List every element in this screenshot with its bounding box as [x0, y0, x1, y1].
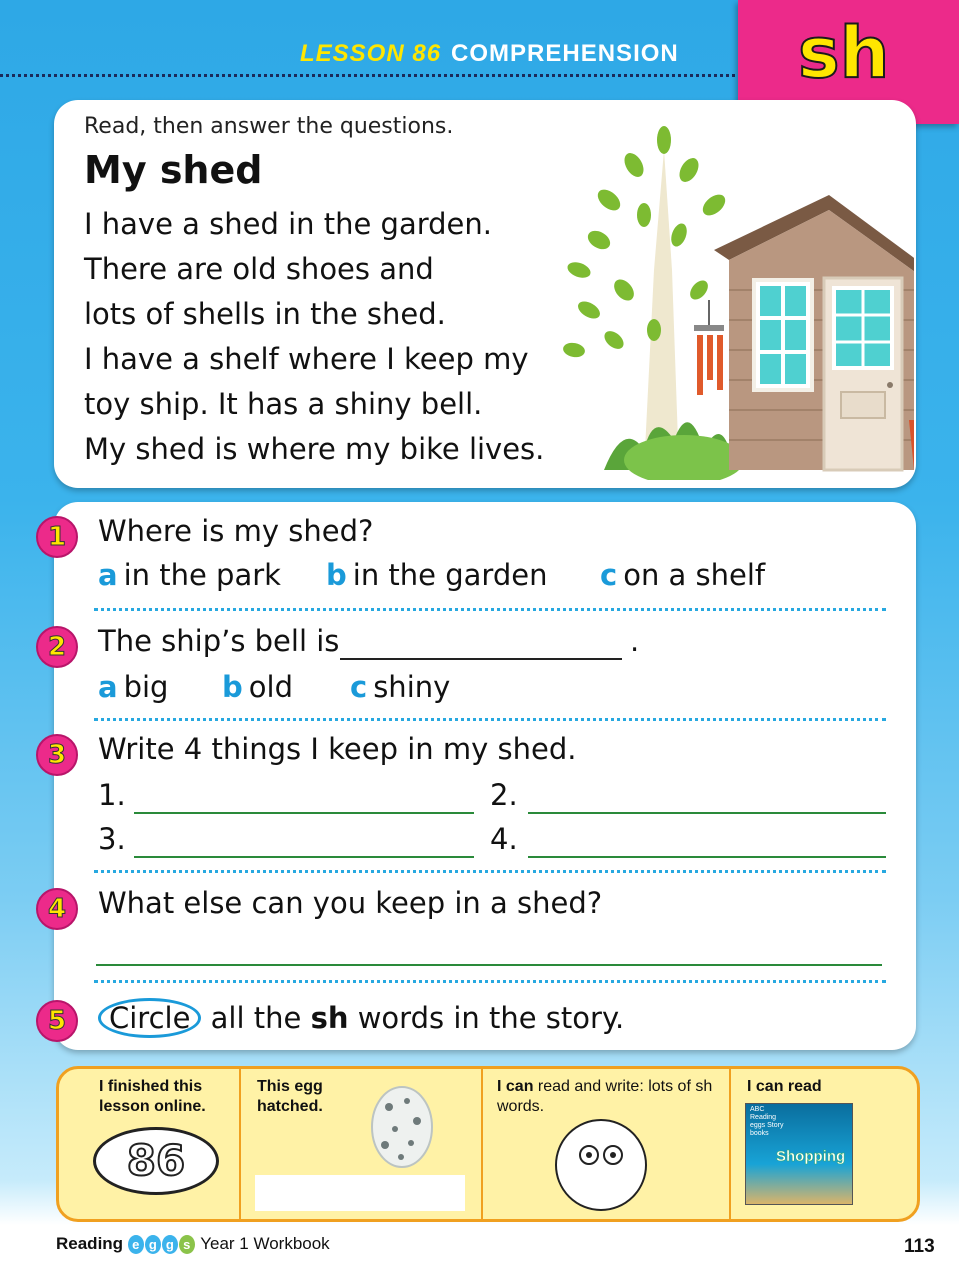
- q1-option-a[interactable]: a in the park: [98, 558, 281, 592]
- progress-col-egg: [239, 1069, 483, 1219]
- progress-col-online: [59, 1069, 241, 1219]
- story-text: [84, 202, 544, 472]
- brand-reading: Reading: [56, 1234, 124, 1253]
- question-number-badge: 1: [36, 516, 78, 558]
- brand-egg-letter: e: [128, 1235, 144, 1254]
- online-label: I finished this lesson online.: [99, 1078, 206, 1115]
- workbook-brand: [56, 1234, 330, 1254]
- question-3-text: Write 4 things I keep in my shed.: [98, 732, 577, 766]
- face-eye-icon: [603, 1145, 623, 1165]
- shed-illustration: [514, 110, 914, 480]
- storybook-cover: [745, 1103, 853, 1205]
- question-5-text: Circle all the sh words in the story.: [98, 998, 624, 1038]
- storybook-title: Shopping: [776, 1148, 846, 1165]
- story-line: My shed is where my bike lives.: [84, 432, 545, 466]
- tree-leaves: [562, 126, 729, 359]
- progress-col-read: [729, 1069, 915, 1219]
- story-line: I have a shed in the garden.: [84, 207, 492, 241]
- egg-label: This egg hatched.: [257, 1078, 323, 1115]
- story-line: lots of shells in the shed.: [84, 297, 446, 331]
- q3-answer-line-2[interactable]: [528, 812, 886, 814]
- q3-item-label: 4.: [490, 822, 518, 856]
- page-number: 113: [904, 1236, 935, 1257]
- brand-egg-letter: g: [145, 1235, 161, 1254]
- q2-answer-blank[interactable]: [340, 658, 622, 660]
- question-number-badge: 2: [36, 626, 78, 668]
- lesson-label: LESSON 86: [300, 40, 442, 67]
- section-label: COMPREHENSION: [451, 40, 679, 67]
- storybook-series: ABC Reading eggs Story books: [750, 1106, 784, 1137]
- story-line: I have a shelf where I keep my: [84, 342, 529, 376]
- story-line: There are old shoes and: [84, 252, 434, 286]
- smiley-face-icon[interactable]: [555, 1119, 647, 1211]
- q3-answer-line-4[interactable]: [528, 856, 886, 858]
- lesson-coin: [93, 1127, 219, 1195]
- questions-card: [47, 502, 916, 1050]
- q3-item-label: 1.: [98, 778, 126, 812]
- face-eye-icon: [579, 1145, 599, 1165]
- q4-answer-line[interactable]: [96, 964, 882, 966]
- workbook-name: Year 1 Workbook: [200, 1234, 330, 1253]
- question-divider: [94, 608, 886, 611]
- question-number-badge: 4: [36, 888, 78, 930]
- header-divider: [0, 74, 735, 77]
- egg-icon: [367, 1077, 437, 1169]
- egg-writing-box[interactable]: [255, 1175, 465, 1211]
- question-1-text: Where is my shed?: [98, 514, 374, 548]
- story-card: [54, 100, 916, 488]
- q2-option-b[interactable]: b old: [222, 670, 293, 704]
- question-number-badge: 3: [36, 734, 78, 776]
- question-4-text: What else can you keep in a shed?: [98, 886, 603, 920]
- brand-egg-letter: g: [162, 1235, 178, 1254]
- lesson-coin-number: 86: [126, 1136, 186, 1185]
- lesson-header: [300, 40, 679, 68]
- q3-answer-line-1[interactable]: [134, 812, 474, 814]
- progress-box: [56, 1066, 920, 1222]
- q2-option-a[interactable]: a big: [98, 670, 169, 704]
- question-2-text: The ship’s bell is: [98, 624, 340, 658]
- brand-egg-letter: s: [179, 1235, 195, 1254]
- q1-option-c[interactable]: c on a shelf: [600, 558, 766, 592]
- progress-col-can: [481, 1069, 731, 1219]
- sound-tab-label: sh: [798, 12, 890, 94]
- q3-answer-line-3[interactable]: [134, 856, 474, 858]
- q2-end-punctuation: .: [630, 624, 640, 658]
- question-number-badge: 5: [36, 1000, 78, 1042]
- story-title: My shed: [84, 148, 263, 192]
- question-divider: [94, 718, 886, 721]
- q1-option-b[interactable]: b in the garden: [326, 558, 548, 592]
- circled-word: Circle: [98, 998, 201, 1038]
- can-label: I can read and write: lots of sh words.: [497, 1078, 713, 1115]
- can-read-label: I can read: [747, 1078, 822, 1095]
- q3-item-label: 2.: [490, 778, 518, 812]
- q2-option-c[interactable]: c shiny: [350, 670, 451, 704]
- question-divider: [94, 870, 886, 873]
- story-line: toy ship. It has a shiny bell.: [84, 387, 483, 421]
- q3-item-label: 3.: [98, 822, 126, 856]
- sh-emphasis: sh: [310, 1001, 349, 1035]
- question-divider: [94, 980, 886, 983]
- story-instruction: Read, then answer the questions.: [84, 114, 454, 139]
